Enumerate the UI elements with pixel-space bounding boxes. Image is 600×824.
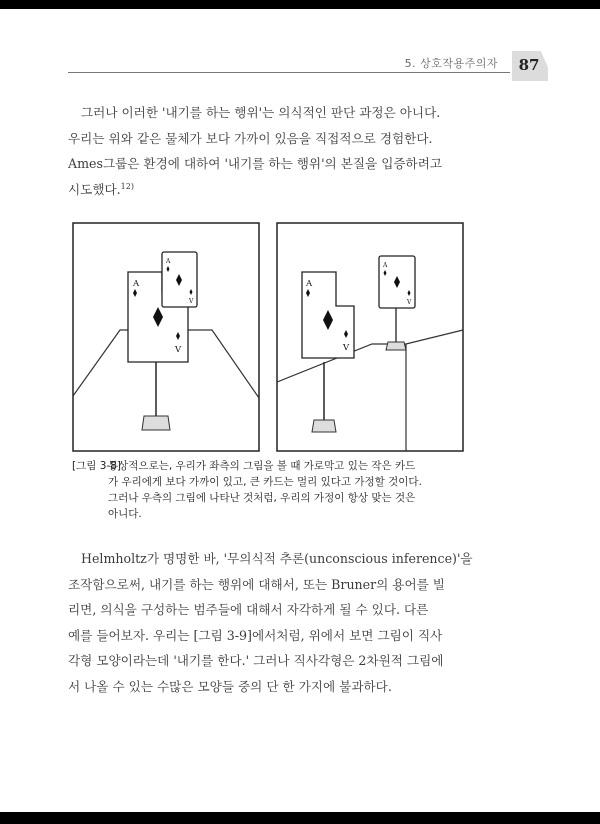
figure-caption-line: 아니다.: [108, 508, 142, 520]
figure-caption-label: [그림 3-8]: [72, 460, 121, 472]
paragraph-1-last-line: [68, 177, 468, 203]
right-big-card-rank-inverted: V: [343, 343, 350, 353]
footnote-reference: 12): [120, 181, 134, 191]
left-small-card-rank-inverted: V: [189, 298, 194, 305]
left-small-card-rank: A: [166, 258, 171, 265]
figure-3-8: [72, 222, 464, 452]
figure-right-panel: [276, 222, 464, 452]
figure-caption-line: 그러나 우측의 그림에 나타난 것처럼, 우리의 가정이 항상 맞는 것은: [108, 492, 416, 504]
paragraph-2-line: Helmholtz가 명명한 바, '무의식적 추론(unconscious inference)'을: [81, 551, 473, 566]
paragraph-2: [68, 546, 473, 699]
top-border: [0, 0, 600, 9]
right-small-card-rank-inverted: V: [407, 299, 412, 306]
paragraph-2-line: 리면, 의식을 구성하는 범주들에 대해서 자각하게 될 수 있다. 다른: [68, 602, 429, 617]
paragraph-1: [68, 100, 468, 202]
paragraph-2-line: 각형 모양이라는데 '내기를 한다.' 그러나 직사각형은 2차원적 그림에: [68, 653, 444, 668]
bottom-border: [0, 812, 600, 824]
paragraph-2-line: 예를 들어보자. 우리는 [그림 3-9]에서처럼, 위에서 보면 그림이 직사: [68, 627, 443, 643]
left-big-card-rank: A: [133, 279, 140, 289]
paragraph-2-line: 서 나올 수 있는 수많은 모양들 중의 단 한 가지에 불과하다.: [68, 678, 392, 694]
paragraph-2-line: 조작함으로써, 내기를 하는 행위에 대해서, 또는 Bruner의 용어를 빌: [68, 576, 445, 592]
running-header-chapter-title: 5. 상호작용주의자: [404, 57, 498, 70]
paragraph-1-line: Ames그룹은 환경에 대하여 '내기를 하는 행위'의 본질을 입증하려고: [68, 156, 443, 171]
paragraph-1-line: 시도했다.: [68, 181, 121, 197]
paragraph-1-line: 우리는 위와 같은 물체가 보다 가까이 있음을 직접적으로 경험한다.: [68, 130, 433, 146]
right-small-card-rank: A: [383, 262, 388, 269]
figure-caption-line: 가 우리에게 보다 가까이 있고, 큰 카드는 멀리 있다고 가정할 것이다.: [108, 476, 422, 488]
paragraph-1-line: 그러나 이러한 '내기를 하는 행위'는 의식적인 판단 과정은 아니다.: [81, 105, 441, 120]
header-rule: [68, 72, 510, 73]
figure-left-panel: [72, 222, 260, 452]
figure-caption: [72, 458, 472, 522]
figure-caption-line: 통상적으로는, 우리가 좌측의 그림을 볼 때 가로막고 있는 작은 카드: [108, 460, 416, 472]
right-big-card-rank: A: [306, 279, 313, 289]
page-number: 87: [518, 56, 540, 74]
left-big-card-rank-inverted: V: [175, 345, 182, 355]
